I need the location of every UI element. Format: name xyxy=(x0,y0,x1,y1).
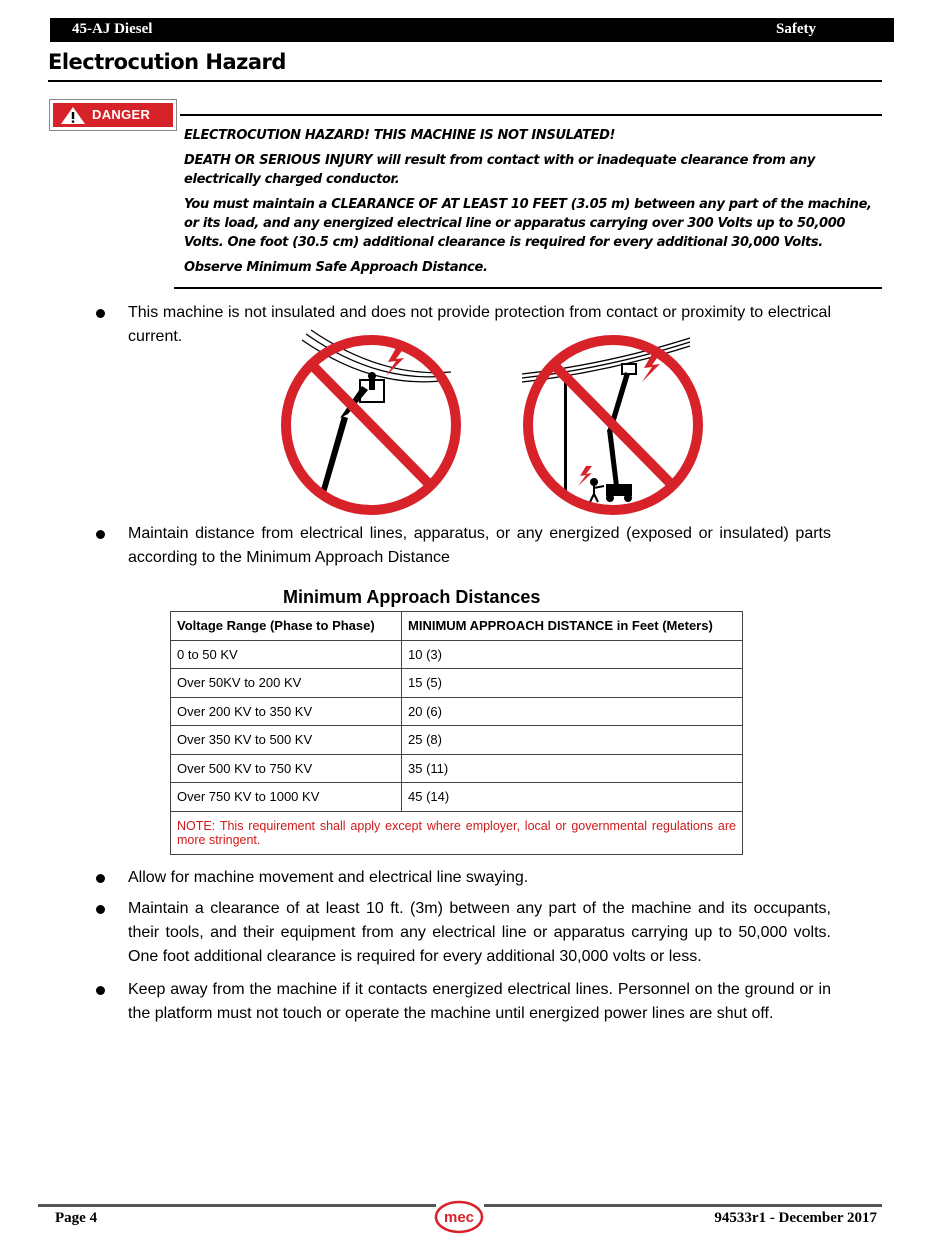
prohibition-sign-icon xyxy=(518,328,708,520)
footer-rule-left xyxy=(38,1204,436,1207)
table-cell: 35 (11) xyxy=(402,754,743,783)
table-cell: 10 (3) xyxy=(402,640,743,669)
warning-line-3: You must maintain a CLEARANCE OF AT LEAST 10 FEET (3.05 m) between any part of the machine, or its load, and any energized electrical line or apparatus carrying over 300 Volts up to 50,000 Volts. One foot (30.5 cm) additional clearance is required for every additional 30,000 Volts. xyxy=(184,197,872,250)
warning-line-2: DEATH OR SERIOUS INJURY will result from contact with or inadequate clearance from any electrically charged conductor. xyxy=(184,153,816,187)
danger-banner xyxy=(53,103,173,127)
table-note: NOTE: This requirement shall apply except where employer, local or governmental regulations are more stringent. xyxy=(171,811,743,854)
title-divider xyxy=(48,80,882,82)
bullet-item xyxy=(96,522,836,570)
prohibition-sign-icon xyxy=(276,328,466,520)
bullet-dot xyxy=(96,309,105,318)
bullet-item xyxy=(96,866,836,890)
table-cell: 15 (5) xyxy=(402,669,743,698)
table-cell: Over 500 KV to 750 KV xyxy=(171,754,402,783)
table-row xyxy=(171,783,743,812)
bullet-text: Allow for machine movement and electrical line swaying. xyxy=(128,869,529,886)
bullet-text: Maintain a clearance of at least 10 ft. (3m) between any part of the machine and its occupants, their tools, and their equipment from any electrical line or apparatus carrying up to 50,000 volts. One foot additional clearance is required for every additional 30,000 volts or less. xyxy=(128,900,831,965)
table-cell: Over 200 KV to 350 KV xyxy=(171,697,402,726)
logo-text: mec xyxy=(443,1209,475,1226)
danger-message xyxy=(184,126,884,283)
table-row xyxy=(171,640,743,669)
header-bar xyxy=(50,18,894,42)
lightning-bolt-icon xyxy=(578,466,592,486)
table-cell: 0 to 50 KV xyxy=(171,640,402,669)
bullet-item xyxy=(96,897,836,969)
danger-label: DANGER xyxy=(92,107,151,122)
mec-logo xyxy=(434,1200,484,1234)
footer-rule-right xyxy=(484,1204,882,1207)
table-header-row xyxy=(171,612,743,641)
bullet-text: Keep away from the machine if it contacts energized electrical lines. Personnel on the ground or in the platform must not touch or operate the machine until energized power lines are shut off. xyxy=(128,981,831,1022)
warning-top-rule xyxy=(180,114,882,116)
table-row xyxy=(171,669,743,698)
bullet-dot xyxy=(96,905,105,914)
table-row xyxy=(171,697,743,726)
table-title: Minimum Approach Distances xyxy=(283,587,541,607)
table-cell: 25 (8) xyxy=(402,726,743,755)
page-number: Page 4 xyxy=(55,1210,98,1226)
bullet-text: Maintain distance from electrical lines, apparatus, or any energized (exposed or insulated) parts according to the Minimum Approach Distance xyxy=(128,525,831,566)
warning-line-4: Observe Minimum Safe Approach Distance. xyxy=(184,260,488,275)
table-note-row xyxy=(171,811,743,854)
bullet-dot xyxy=(96,874,105,883)
table-cell: Over 350 KV to 500 KV xyxy=(171,726,402,755)
header-model: 45-AJ Diesel xyxy=(72,21,153,37)
page-title: Electrocution Hazard xyxy=(48,50,286,74)
warning-triangle-icon xyxy=(60,106,86,125)
table-row xyxy=(171,754,743,783)
table-cell: 45 (14) xyxy=(402,783,743,812)
warning-bottom-rule xyxy=(174,287,882,289)
bullet-item xyxy=(96,301,836,349)
bullet-text: This machine is not insulated and does not provide protection from contact or proximity to electrical current. xyxy=(128,304,831,345)
approach-distance-table xyxy=(170,611,743,855)
ground-worker xyxy=(590,479,604,502)
table-cell: Over 750 KV to 1000 KV xyxy=(171,783,402,812)
warning-line-1: ELECTROCUTION HAZARD! THIS MACHINE IS NOT INSULATED! xyxy=(184,128,616,143)
table-header-cell: Voltage Range (Phase to Phase) xyxy=(171,612,402,641)
table-header-cell: MINIMUM APPROACH DISTANCE in Feet (Meters) xyxy=(402,612,743,641)
table-row xyxy=(171,726,743,755)
utility-pole xyxy=(564,372,567,500)
table-cell: 20 (6) xyxy=(402,697,743,726)
table-cell: Over 50KV to 200 KV xyxy=(171,669,402,698)
bullet-dot xyxy=(96,530,105,539)
danger-signal-box xyxy=(49,99,177,131)
bullet-item xyxy=(96,978,836,1026)
document-id: 94533r1 - December 2017 xyxy=(714,1210,877,1226)
header-section: Safety xyxy=(776,21,816,37)
bullet-dot xyxy=(96,986,105,995)
